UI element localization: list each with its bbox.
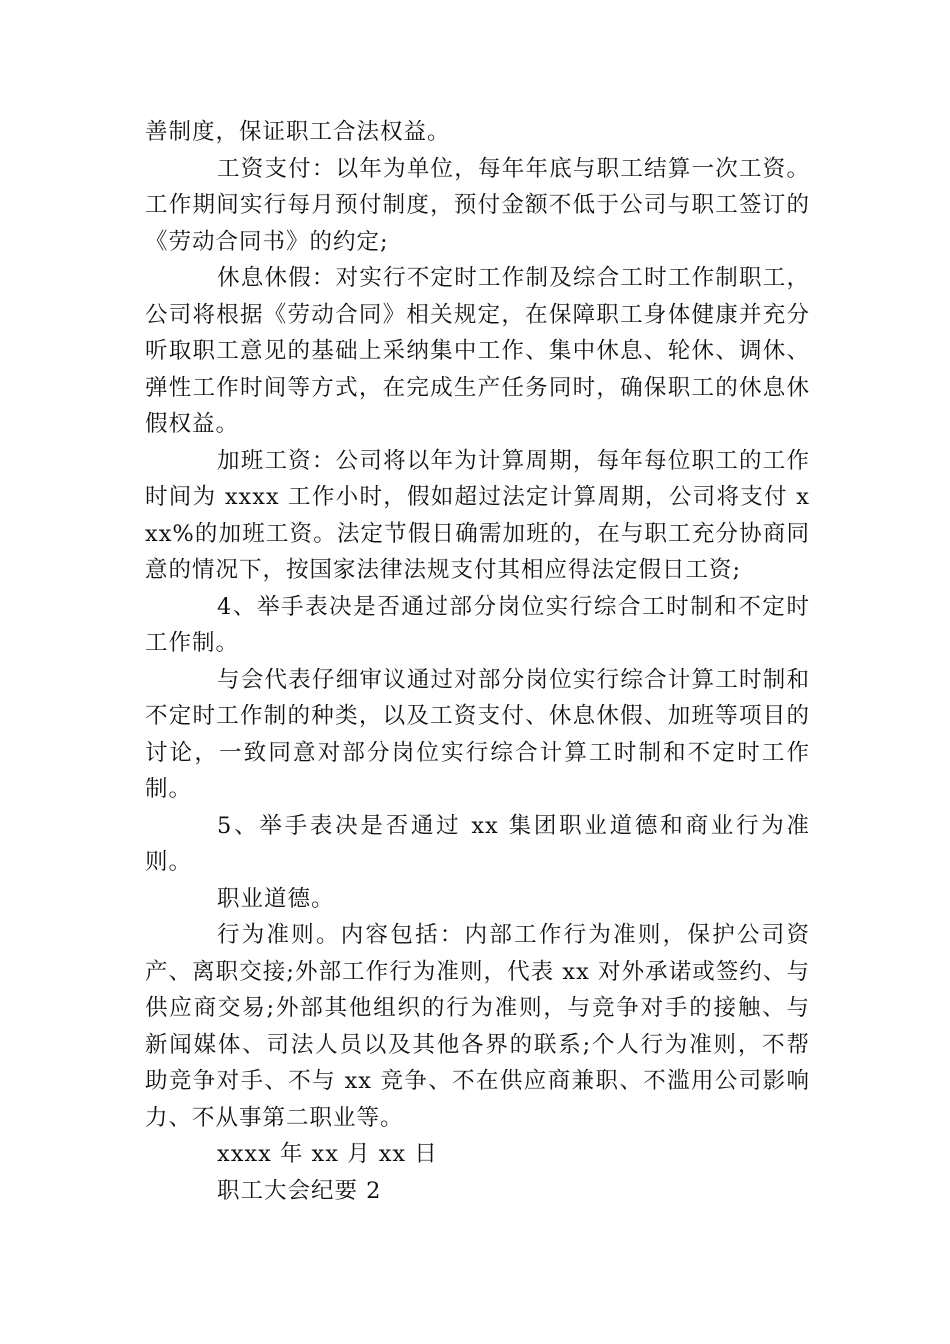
paragraph-code-of-conduct: 行为准则。内容包括：内部工作行为准则，保护公司资产、离职交接;外部工作行为准则，代表 xx 对外承诺或签约、与供应商交易;外部其他组织的行为准则，与竞争对手的接触、与新闻媒体、司法人员以及其他各界的联系;个人行为准则，不帮助竞争对手、不与 xx 竞争、不在供应商兼职、不滥用公司影响力、不从事第二职业等。 <box>145 922 810 1131</box>
paragraph-rights-continuation: 善制度，保证职工合法权益。 <box>145 119 451 145</box>
document-body <box>145 114 810 1209</box>
paragraph-wage-payment: 工资支付：以年为单位，每年年底与职工结算一次工资。工作期间实行每月预付制度，预付金额不低于公司与职工签订的《劳动合同书》的约定; <box>145 155 810 255</box>
paragraph-next-heading: 职工大会纪要 2 <box>217 1177 382 1204</box>
paragraph-professional-ethics: 职业道德。 <box>217 885 335 912</box>
paragraph-overtime-pay: 加班工资：公司将以年为计算周期，每年每位职工的工作时间为 xxxx 工作小时，假如超过法定计算周期，公司将支付 xxx%的加班工资。法定节假日确需加班的，在与职工充分协商同意的情况下，按国家法律法规支付其相应得法定假日工资; <box>145 447 810 583</box>
paragraph-item-5-vote: 5、举手表决是否通过 xx 集团职业道德和商业行为准则。 <box>145 812 810 875</box>
paragraph-date: xxxx 年 xx 月 xx 日 <box>217 1141 438 1167</box>
paragraph-item-4-vote: 4、举手表决是否通过部分岗位实行综合工时制和不定时工作制。 <box>145 593 810 656</box>
paragraph-rest-leave: 休息休假：对实行不定时工作制及综合工时工作制职工，公司将根据《劳动合同》相关规定，在保障职工身体健康并充分听取职工意见的基础上采纳集中工作、集中休息、轮休、调休、弹性工作时间等方式，在完成生产任务同时，确保职工的休息休假权益。 <box>145 265 810 437</box>
paragraph-item-4-result: 与会代表仔细审议通过对部分岗位实行综合计算工时制和不定时工作制的种类，以及工资支付、休息休假、加班等项目的讨论，一致同意对部分岗位实行综合计算工时制和不定时工作制。 <box>145 666 810 802</box>
